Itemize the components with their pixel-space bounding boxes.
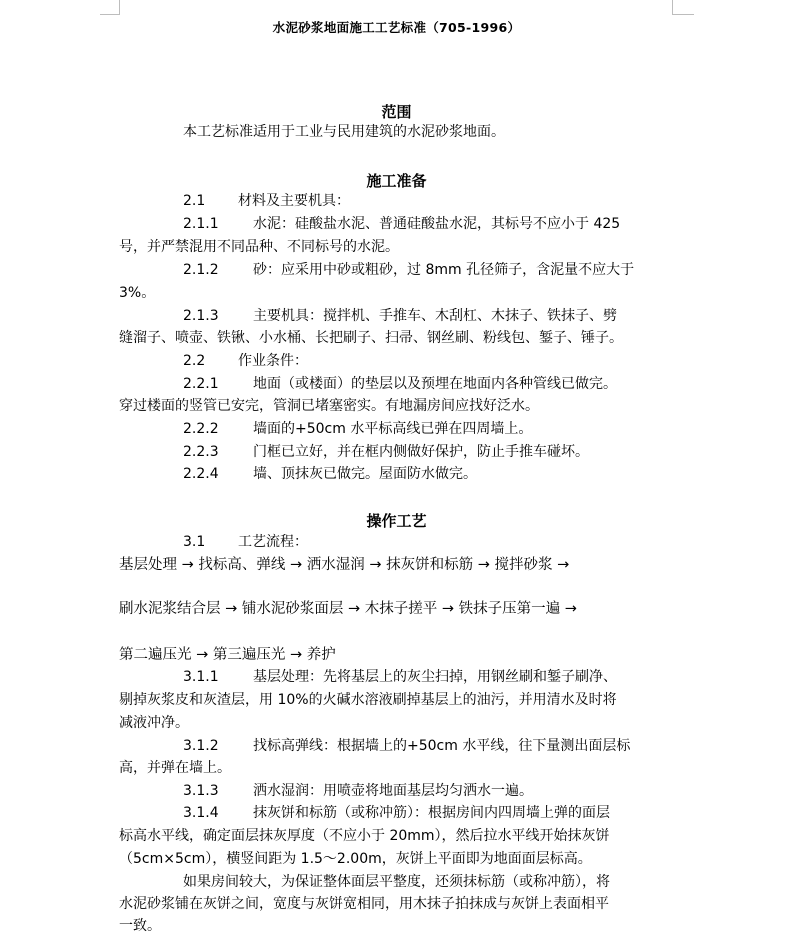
- clause-text: 主要机具：搅拌机、手推车、木刮杠、木抹子、铁抹子、劈: [253, 308, 617, 324]
- clause-number: 3.1.2: [183, 738, 219, 754]
- process-flow-line-1: 基层处理 → 找标高、弹线 → 洒水湿润 → 抹灰饼和标筋 → 搅拌砂浆 →: [119, 557, 570, 573]
- clause-text: 基层处理：先将基层上的灰尘扫掉，用钢丝刷和錾子刷净、: [253, 669, 617, 685]
- document-title: 水泥砂浆地面施工工艺标准（705-1996）: [272, 20, 521, 35]
- clause-number: 2.2.2: [183, 421, 219, 437]
- clause-number: 2.1.2: [183, 262, 219, 278]
- clause-text: 工艺流程：: [238, 534, 308, 550]
- clause-3-1-2: [183, 736, 630, 756]
- clause-text: 作业条件：: [238, 353, 308, 369]
- clause-2-2-2: [183, 419, 532, 439]
- clause-text: 墙、顶抹灰已做完。屋面防水做完。: [253, 466, 477, 482]
- clause-2-1-3: [183, 306, 617, 326]
- clause-2-1-1: [183, 214, 620, 234]
- clause-2-1-3-cont: 缝溜子、喷壶、铁锹、小水桶、长把刷子、扫帚、钢丝刷、粉线包、錾子、锤子。: [119, 330, 623, 346]
- clause-3-1-4-cont-1: 标高水平线，确定面层抹灰厚度（不应小于 20mm），然后拉水平线开始抹灰饼: [119, 828, 610, 844]
- clause-number: 2.2: [183, 353, 206, 369]
- clause-number: 3.1.1: [183, 669, 219, 685]
- clause-2-2: [183, 351, 308, 371]
- clause-number: 2.1.3: [183, 308, 219, 324]
- clause-text: 墙面的+50cm 水平标高线已弹在四周墙上。: [253, 421, 533, 437]
- paragraph-line-2: 水泥砂浆铺在灰饼之间，宽度与灰饼宽相同，用木抹子拍抹成与灰饼上表面相平: [119, 896, 609, 912]
- clause-3-1-2-cont: 高，并弹在墙上。: [119, 760, 231, 776]
- section-heading-ops: 操作工艺: [366, 512, 427, 530]
- clause-2-2-1: [183, 374, 617, 394]
- clause-3-1: [183, 532, 308, 552]
- clause-text: 门框已立好，并在框内侧做好保护，防止手推车碰坏。: [253, 444, 589, 460]
- clause-number: 2.2.1: [183, 376, 219, 392]
- clause-text: 抹灰饼和标筋（或称冲筋）：根据房间内四周墙上弹的面层: [253, 805, 610, 821]
- corner-mark-top-right-h: [672, 14, 694, 15]
- clause-2-1-1-cont: 号，并严禁混用不同品种、不同标号的水泥。: [119, 239, 399, 255]
- clause-2-2-4: [183, 464, 477, 484]
- clause-2-2-1-cont: 穿过楼面的竖管已安完，管洞已堵塞密实。有地漏房间应找好泛水。: [119, 398, 539, 414]
- clause-number: 3.1.3: [183, 783, 219, 799]
- clause-text: 找标高弹线：根据墙上的+50cm 水平线，往下量测出面层标: [253, 738, 631, 754]
- clause-number: 3.1: [183, 534, 206, 550]
- clause-number: 2.2.4: [183, 466, 219, 482]
- clause-number: 2.2.3: [183, 444, 219, 460]
- clause-3-1-1: [183, 667, 617, 687]
- scope-text: 本工艺标准适用于工业与民用建筑的水泥砂浆地面。: [183, 124, 505, 140]
- clause-3-1-1-cont-1: 剔掉灰浆皮和灰渣层，用 10%的火碱水溶液刷掉基层上的油污，并用清水及时将: [119, 692, 617, 708]
- clause-2-2-3: [183, 442, 589, 462]
- clause-number: 3.1.4: [183, 805, 219, 821]
- clause-text: 地面（或楼面）的垫层以及预埋在地面内各种管线已做完。: [253, 376, 617, 392]
- clause-text: 洒水湿润：用喷壶将地面基层均匀洒水一遍。: [253, 783, 533, 799]
- clause-number: 2.1.1: [183, 216, 219, 232]
- clause-text: 材料及主要机具：: [238, 193, 350, 209]
- clause-3-1-3: [183, 781, 533, 801]
- clause-3-1-4: [183, 803, 610, 823]
- corner-mark-top-left-h: [100, 14, 120, 15]
- corner-mark-top-right-v: [672, 0, 673, 14]
- clause-3-1-4-cont-2: （5cm×5cm），横竖间距为 1.5～2.00m，灰饼上平面即为地面面层标高。: [119, 851, 592, 867]
- clause-2-1-2: [183, 260, 634, 280]
- process-flow-line-2: 刷水泥浆结合层 → 铺水泥砂浆面层 → 木抹子搓平 → 铁抹子压第一遍 →: [119, 601, 577, 617]
- section-heading-scope: 范围: [381, 103, 412, 121]
- paragraph-line-3: 一致。: [119, 918, 161, 934]
- section-heading-prep: 施工准备: [366, 172, 427, 190]
- process-flow-line-3: 第二遍压光 → 第三遍压光 → 养护: [119, 647, 336, 663]
- corner-mark-top-left-v: [119, 0, 120, 14]
- clause-3-1-1-cont-2: 减液冲净。: [119, 715, 189, 731]
- clause-2-1-2-cont: 3%。: [119, 285, 156, 301]
- clause-2-1: [183, 191, 350, 211]
- paragraph-line-1: 如果房间较大，为保证整体面层平整度，还须抹标筋（或称冲筋），将: [183, 874, 610, 890]
- clause-text: 水泥：硅酸盐水泥、普通硅酸盐水泥，其标号不应小于 425: [253, 216, 621, 232]
- clause-text: 砂：应采用中砂或粗砂，过 8mm 孔径筛子，含泥量不应大于: [253, 262, 635, 278]
- clause-number: 2.1: [183, 193, 206, 209]
